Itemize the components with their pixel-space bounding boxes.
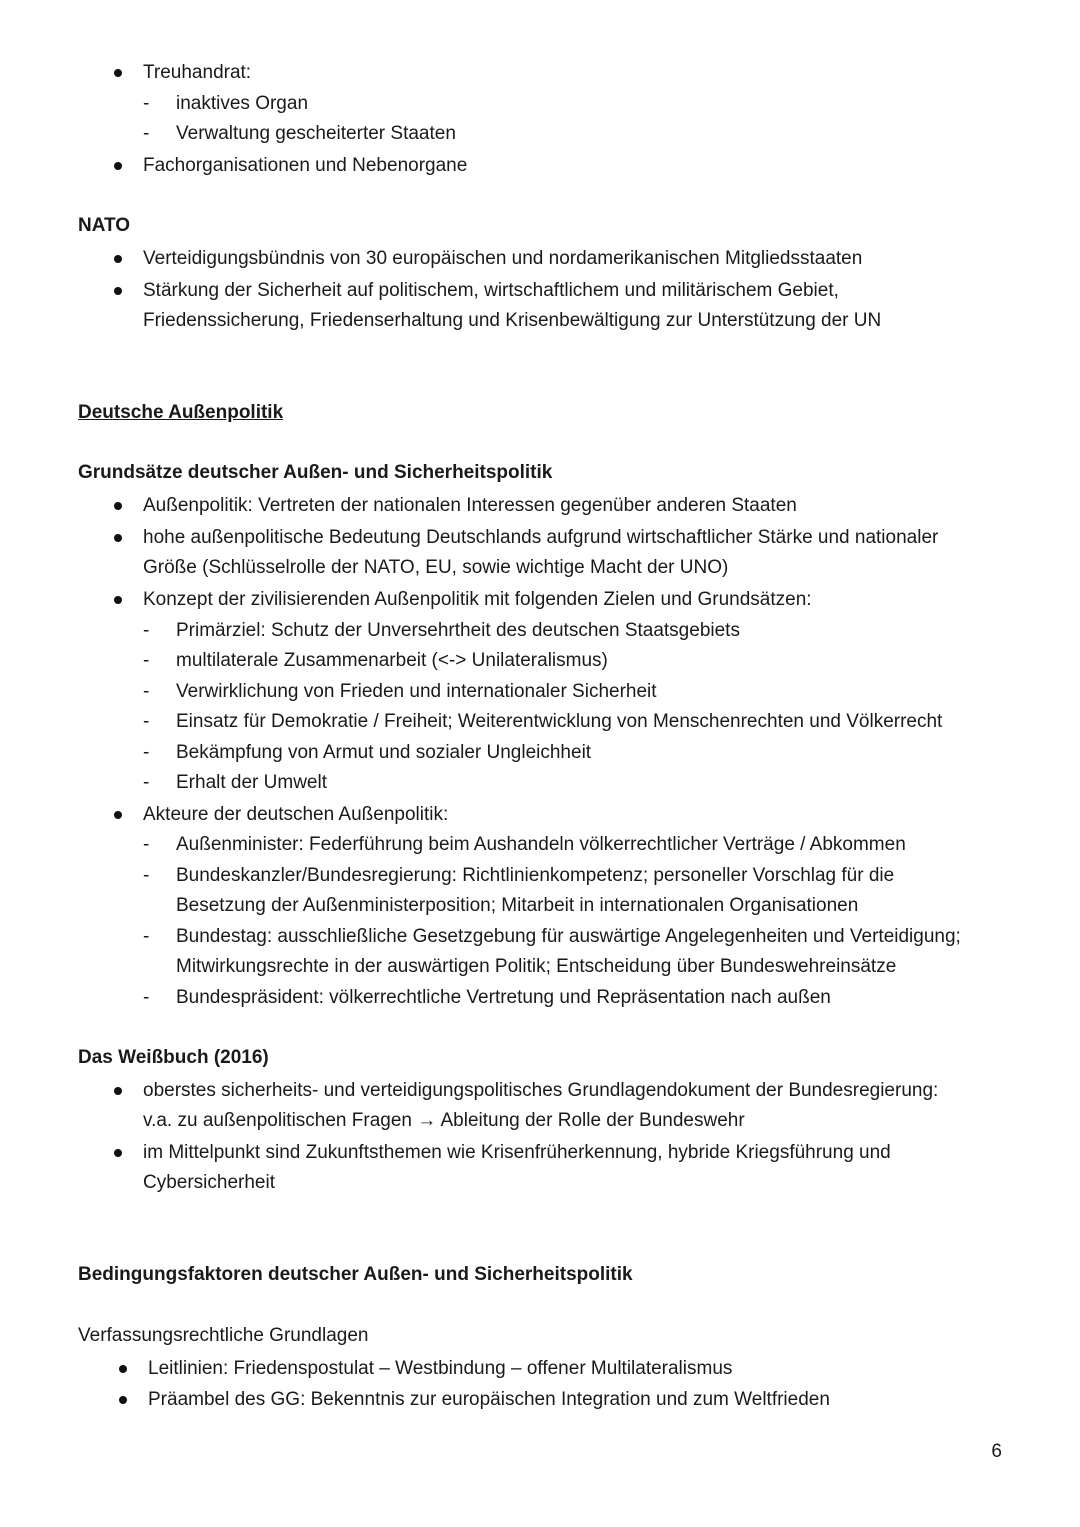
sub-list-item: Primärziel: Schutz der Unversehrtheit des deutschen Staatsgebiets — [176, 620, 740, 641]
bullet-icon — [114, 1087, 122, 1095]
sub-heading: Verfassungsrechtliche Grundlagen — [78, 1325, 369, 1346]
list-item: im Mittelpunkt sind Zukunftsthemen wie Krisenfrüherkennung, hybride Kriegsführung und — [143, 1142, 891, 1163]
bullet-icon — [114, 1149, 122, 1157]
dash-icon: - — [143, 772, 150, 793]
list-item: Konzept der zivilisierenden Außenpolitik mit folgenden Zielen und Grundsätzen: — [143, 589, 812, 610]
sub-list-item: Bundeskanzler/Bundesregierung: Richtlinienkompetenz; personeller Vorschlag für die — [176, 865, 895, 886]
sub-list-item: Außenminister: Federführung beim Aushandeln völkerrechtlicher Verträge / Abkommen — [176, 834, 906, 855]
list-item-continuation: Cybersicherheit — [143, 1172, 275, 1193]
dash-icon: - — [143, 865, 150, 886]
sub-list-item: Bekämpfung von Armut und sozialer Ungleichheit — [176, 742, 592, 763]
list-item: Verteidigungsbündnis von 30 europäischen und nordamerikanischen Mitgliedsstaaten — [143, 248, 863, 269]
dash-icon: - — [143, 742, 150, 763]
dash-icon: - — [143, 926, 150, 947]
list-item: Leitlinien: Friedenspostulat – Westbindung – offener Multilateralismus — [148, 1358, 733, 1379]
dash-icon: - — [143, 93, 150, 114]
list-item-continuation: Größe (Schlüsselrolle der NATO, EU, sowie wichtige Macht der UNO) — [143, 557, 729, 578]
sub-list-item: inaktives Organ — [176, 93, 309, 114]
bullet-icon — [114, 811, 122, 819]
bullet-icon — [114, 287, 122, 295]
sub-list-item: Einsatz für Demokratie / Freiheit; Weiterentwicklung von Menschenrechten und Völkerrecht — [176, 711, 943, 732]
dash-icon: - — [143, 620, 150, 641]
sub-list-item-continuation: Besetzung der Außenministerposition; Mitarbeit in internationalen Organisationen — [176, 895, 859, 916]
sub-list-item: multilaterale Zusammenarbeit (<-> Unilateralismus) — [176, 650, 608, 671]
list-item: Außenpolitik: Vertreten der nationalen Interessen gegenüber anderen Staaten — [143, 495, 797, 516]
list-item-continuation: v.a. zu außenpolitischen Fragen → Ableitung der Rolle der Bundeswehr — [143, 1110, 745, 1131]
list-item: Akteure der deutschen Außenpolitik: — [143, 804, 449, 825]
list-item: hohe außenpolitische Bedeutung Deutschlands aufgrund wirtschaftlicher Stärke und nationaler — [143, 527, 939, 548]
sub-list-item: Verwaltung gescheiterter Staaten — [176, 123, 456, 144]
bullet-icon — [114, 596, 122, 604]
dash-icon: - — [143, 987, 150, 1008]
dash-icon: - — [143, 834, 150, 855]
section-heading: Bedingungsfaktoren deutscher Außen- und Sicherheitspolitik — [78, 1264, 633, 1285]
bullet-icon — [114, 255, 122, 263]
dash-icon: - — [143, 711, 150, 732]
bullet-icon — [114, 162, 122, 170]
sub-heading: Grundsätze deutscher Außen- und Sicherheitspolitik — [78, 462, 553, 483]
bullet-icon — [119, 1365, 127, 1373]
bullet-icon — [114, 69, 122, 77]
bullet-icon — [114, 502, 122, 510]
page-number: 6 — [991, 1441, 1002, 1462]
section-heading: NATO — [78, 215, 131, 236]
list-item: Fachorganisationen und Nebenorgane — [143, 155, 468, 176]
list-item: Präambel des GG: Bekenntnis zur europäischen Integration und zum Weltfrieden — [148, 1389, 830, 1410]
sub-list-item: Erhalt der Umwelt — [176, 772, 327, 793]
dash-icon: - — [143, 681, 150, 702]
bullet-icon — [119, 1396, 127, 1404]
sub-list-item: Bundespräsident: völkerrechtliche Vertretung und Repräsentation nach außen — [176, 987, 831, 1008]
sub-list-item-continuation: Mitwirkungsrechte in der auswärtigen Politik; Entscheidung über Bundeswehreinsätze — [176, 956, 897, 977]
list-item: Stärkung der Sicherheit auf politischem, wirtschaftlichem und militärischem Gebiet, — [143, 280, 839, 301]
list-item-continuation: Friedenssicherung, Friedenserhaltung und Krisenbewältigung zur Unterstützung der UN — [143, 310, 882, 331]
section-heading: Deutsche Außenpolitik — [78, 402, 284, 423]
list-item: Treuhandrat: — [143, 62, 252, 83]
bullet-icon — [114, 534, 122, 542]
dash-icon: - — [143, 650, 150, 671]
list-item: oberstes sicherheits- und verteidigungspolitisches Grundlagendokument der Bundesregierung: — [143, 1080, 939, 1101]
dash-icon: - — [143, 123, 150, 144]
sub-list-item: Verwirklichung von Frieden und internationaler Sicherheit — [176, 681, 657, 702]
section-heading: Das Weißbuch (2016) — [78, 1047, 269, 1068]
sub-list-item: Bundestag: ausschließliche Gesetzgebung für auswärtige Angelegenheiten und Verteidigung; — [176, 926, 961, 947]
